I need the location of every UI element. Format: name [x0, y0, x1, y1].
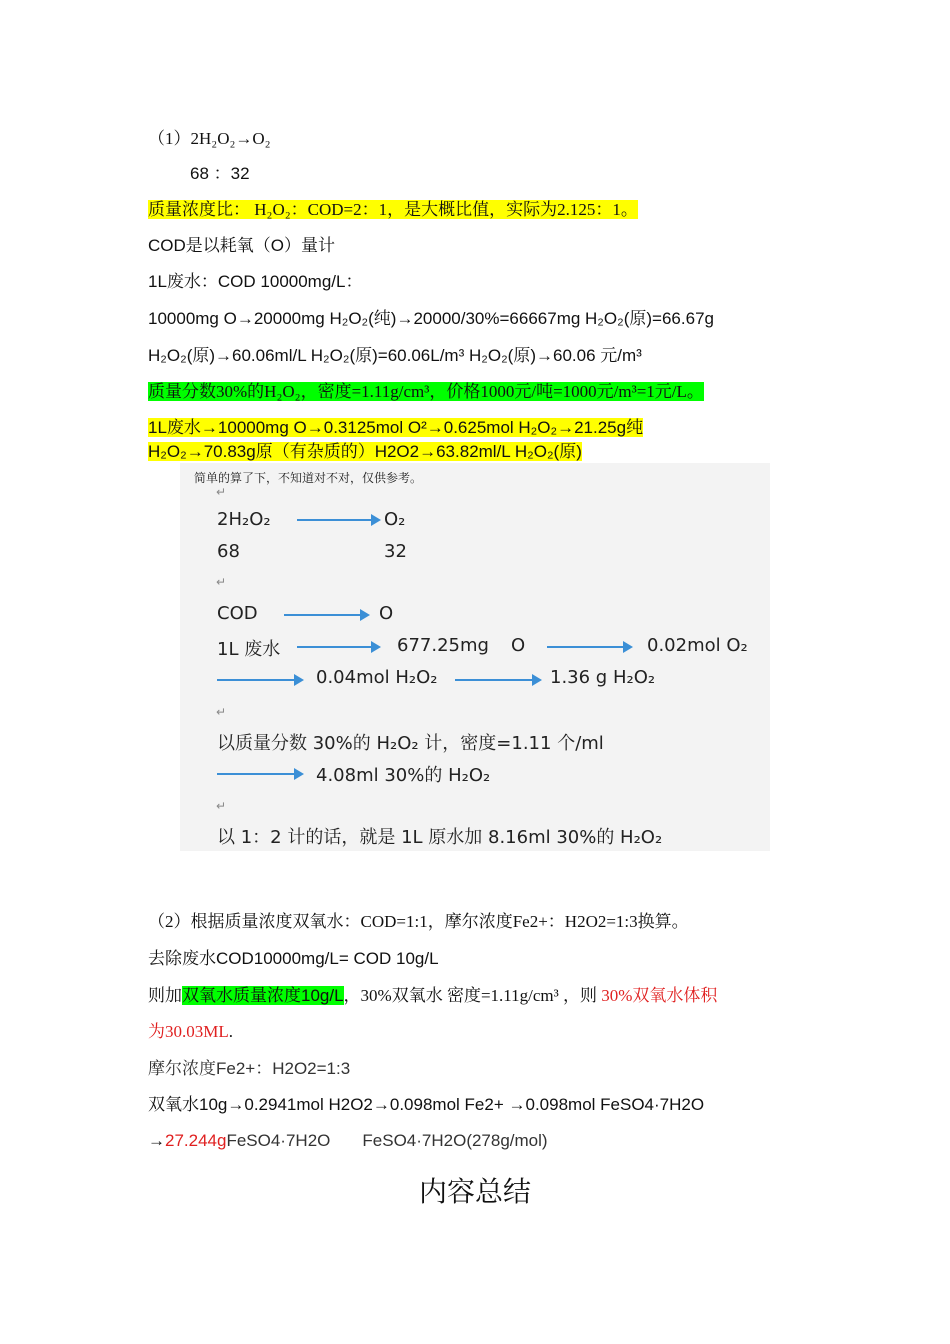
ratio-line: 68 ：32: [190, 164, 250, 183]
arrow-icon: [455, 679, 540, 681]
fig-677: 677.25mg: [397, 635, 489, 656]
part2-line-4: [148, 1021, 233, 1043]
highlight-green: 质量浓度: [233, 986, 301, 1005]
eq-line-1: （1）2H₂O₂→O₂: [148, 129, 271, 148]
figure-note: 简单的算了下，不知道对不对，仅供参考。: [194, 471, 423, 485]
fig-32: 32: [384, 541, 407, 562]
chain-line-2: [148, 441, 582, 463]
chain-line-1: [148, 417, 643, 439]
text: →: [148, 1131, 165, 1150]
paragraph-mark: ↵: [216, 799, 227, 813]
mass-ratio-line: [148, 199, 638, 221]
text: ，30%双氧水 密度=1.11g/cm³ ，则: [343, 986, 602, 1005]
fig-conclusion: 以 1：2 计的话，就是 1L 原水加 8.16ml 30%的 H₂O₂: [217, 827, 663, 848]
calc-line-2: H₂O₂(原)→60.06ml/L H₂O₂(原)=60.06L/m³ H₂O₂(原)→60.06 元/m³: [148, 346, 642, 365]
highlight-green: 质量分数30%的H₂O₂，密度=1.11g/cm³，价格1000元/吨=1000元/m³=1元/L。: [148, 382, 704, 401]
text: FeSO4·7H2O(278g/mol): [362, 1131, 548, 1150]
paragraph-mark: ↵: [216, 485, 227, 499]
arrow-icon: [284, 614, 368, 616]
text: 则加: [148, 986, 182, 1005]
arrow-icon: [217, 679, 302, 681]
fig-o2: O₂: [384, 509, 406, 530]
part2-line-6: 双氧水10g→0.2941mol H2O2→0.098mol Fe2+ →0.098mol FeSO4·7H2O: [148, 1095, 705, 1114]
text: .: [228, 1022, 233, 1041]
red-text: 27.244g: [165, 1131, 227, 1150]
fig-68: 68: [217, 541, 240, 562]
part2-line-1: （2）根据质量浓度双氧水：COD=1:1，摩尔浓度Fe2+：H2O2=1:3换算。: [148, 912, 689, 931]
arrow-icon: [297, 646, 379, 648]
density-price-line: [148, 381, 704, 403]
summary-heading: 内容总结: [418, 1175, 531, 1208]
wastewater-line: 1L废水：COD 10000mg/L：: [148, 272, 363, 291]
fig-o: O: [379, 603, 394, 624]
part2-line-5: 摩尔浓度Fe2+：H2O2=1:3: [148, 1059, 351, 1078]
fig-cod: COD: [217, 603, 258, 624]
highlight-yellow: 质量浓度比： H₂O₂：COD=2：1，是大概比值，实际为2.125：1。: [148, 200, 638, 219]
arrow-icon: [547, 646, 631, 648]
red-text: 为30.03ML: [148, 1022, 229, 1041]
fig-408ml: 4.08ml 30%的 H₂O₂: [316, 765, 491, 786]
arrow-icon: [217, 773, 302, 775]
fig-h2o2: 2H₂O₂: [217, 509, 271, 530]
highlight-yellow: 1L废水→10000mg O→0.3125mol O²→0.625mol H₂O₂→21.25g纯: [148, 418, 644, 437]
fig-004mol: 0.04mol H₂O₂: [316, 667, 438, 688]
paragraph-mark: ↵: [216, 575, 227, 589]
calc-line-1: 10000mg O→20000mg H₂O₂(纯)→20000/30%=66667mg H₂O₂(原)=66.67g: [148, 309, 714, 328]
highlight-yellow: H₂O₂→70.83g原（有杂质的）H2O2→63.82ml/L H₂O₂(原): [148, 442, 582, 461]
fig-136g: 1.36 g H₂O₂: [550, 667, 656, 688]
part2-line-7: [148, 1130, 548, 1152]
fig-002mol: 0.02mol O₂: [647, 635, 748, 656]
fig-mass-fraction: 以质量分数 30%的 H₂O₂ 计，密度=1.11 个/ml: [217, 733, 604, 754]
text: FeSO4·7H2O: [226, 1131, 331, 1150]
calculation-screenshot: [180, 463, 770, 851]
part2-line-3: [148, 985, 717, 1007]
highlight-green: 双氧水: [182, 986, 233, 1005]
cod-def-line: COD是以耗氧（O）量计: [148, 236, 335, 255]
highlight-green: 10g/L: [301, 986, 344, 1005]
part2-line-2: 去除废水COD10000mg/L= COD 10g/L: [148, 949, 439, 968]
red-text: 30%双氧水体积: [601, 986, 718, 1005]
fig-o2-small: O: [511, 635, 526, 656]
fig-1l: 1L 废水: [217, 639, 281, 660]
paragraph-mark: ↵: [216, 705, 227, 719]
arrow-icon: [297, 519, 379, 521]
